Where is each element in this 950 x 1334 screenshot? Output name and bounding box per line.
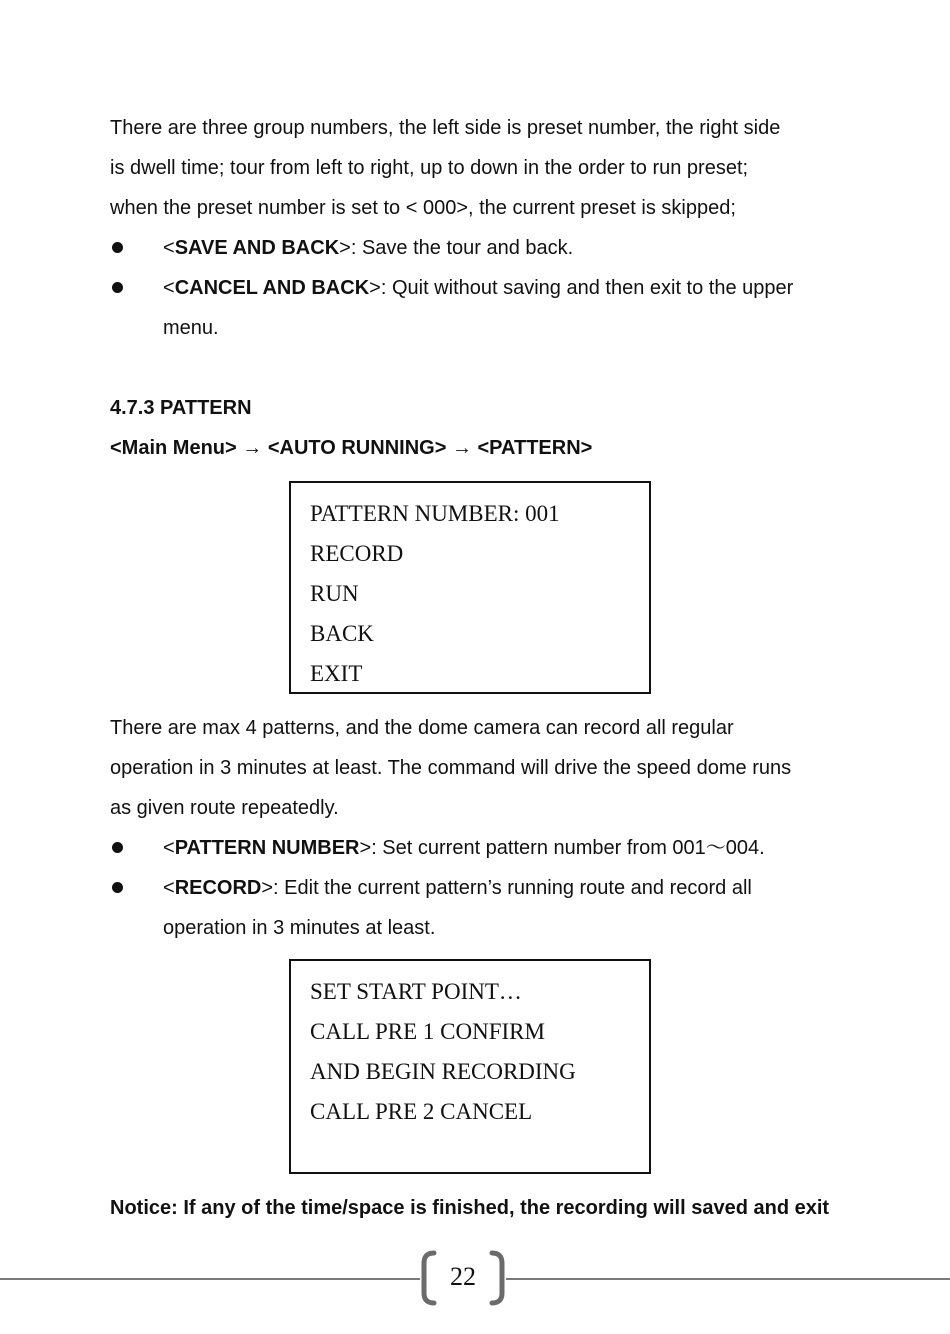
body-text-line: when the preset number is set to < 000>, the current preset is skipped;	[110, 197, 736, 219]
menu-line-call-pre-1: CALL PRE 1 CONFIRM	[310, 1019, 545, 1044]
breadcrumb-item: <PATTERN>	[477, 437, 593, 459]
list-item: <RECORD>: Edit the current pattern’s running route and record all	[163, 877, 752, 899]
list-item: <PATTERN NUMBER>: Set current pattern number from 001～004.	[163, 837, 765, 859]
body-text-line: operation in 3 minutes at least. The command will drive the speed dome runs	[110, 757, 792, 779]
arrow-right-icon: →	[242, 437, 263, 459]
option-label: PATTERN NUMBER	[174, 837, 360, 859]
footer-rule-left	[0, 1278, 420, 1280]
option-description: : Save the tour and back.	[350, 237, 574, 259]
option-label: RECORD	[174, 877, 262, 899]
option-label: CANCEL AND BACK	[174, 277, 370, 299]
option-description: : Quit without saving and then exit to the upper	[380, 277, 794, 299]
menu-item-record: RECORD	[310, 541, 404, 566]
menu-item-run: RUN	[310, 581, 359, 606]
menu-path-breadcrumb	[110, 436, 592, 460]
page-number: 22	[450, 1262, 476, 1291]
menu-item-back: BACK	[310, 621, 374, 646]
record-menu-box	[289, 959, 651, 1174]
option-description-continued: operation in 3 minutes at least.	[163, 917, 436, 939]
section-heading: 4.7.3 PATTERN	[110, 397, 252, 419]
breadcrumb-item: <AUTO RUNNING>	[267, 437, 447, 459]
option-description: : Set current pattern number from 001～004.	[371, 837, 765, 859]
menu-item-pattern-number: PATTERN NUMBER: 001	[310, 501, 560, 526]
body-text-line: as given route repeatedly.	[110, 797, 339, 819]
option-description: : Edit the current pattern’s running route and record all	[273, 877, 752, 899]
list-item: <CANCEL AND BACK>: Quit without saving and then exit to the upper	[163, 277, 794, 299]
arrow-right-icon: →	[451, 437, 472, 459]
notice-text: Notice: If any of the time/space is finished, the recording will saved and exit	[110, 1197, 830, 1219]
bullet-icon	[112, 842, 123, 853]
menu-line-begin-recording: AND BEGIN RECORDING	[310, 1059, 576, 1084]
pattern-menu-box	[289, 481, 651, 694]
bullet-icon	[112, 882, 123, 893]
body-text-line: is dwell time; tour from left to right, up to down in the order to run preset;	[110, 157, 749, 179]
menu-item-exit: EXIT	[310, 661, 363, 686]
bullet-icon	[112, 282, 123, 293]
body-text-line: There are max 4 patterns, and the dome camera can record all regular	[110, 717, 734, 739]
breadcrumb-item: <Main Menu>	[110, 437, 237, 459]
menu-line-call-pre-2: CALL PRE 2 CANCEL	[310, 1099, 533, 1124]
option-label: SAVE AND BACK	[174, 237, 340, 259]
footer-rule-right	[506, 1278, 950, 1280]
list-item: <SAVE AND BACK>: Save the tour and back.	[163, 237, 574, 259]
option-description-continued: menu.	[163, 317, 219, 339]
menu-line-set-start-point: SET START POINT…	[310, 979, 522, 1004]
bullet-icon	[112, 242, 123, 253]
body-text-line: There are three group numbers, the left side is preset number, the right side	[110, 117, 781, 139]
